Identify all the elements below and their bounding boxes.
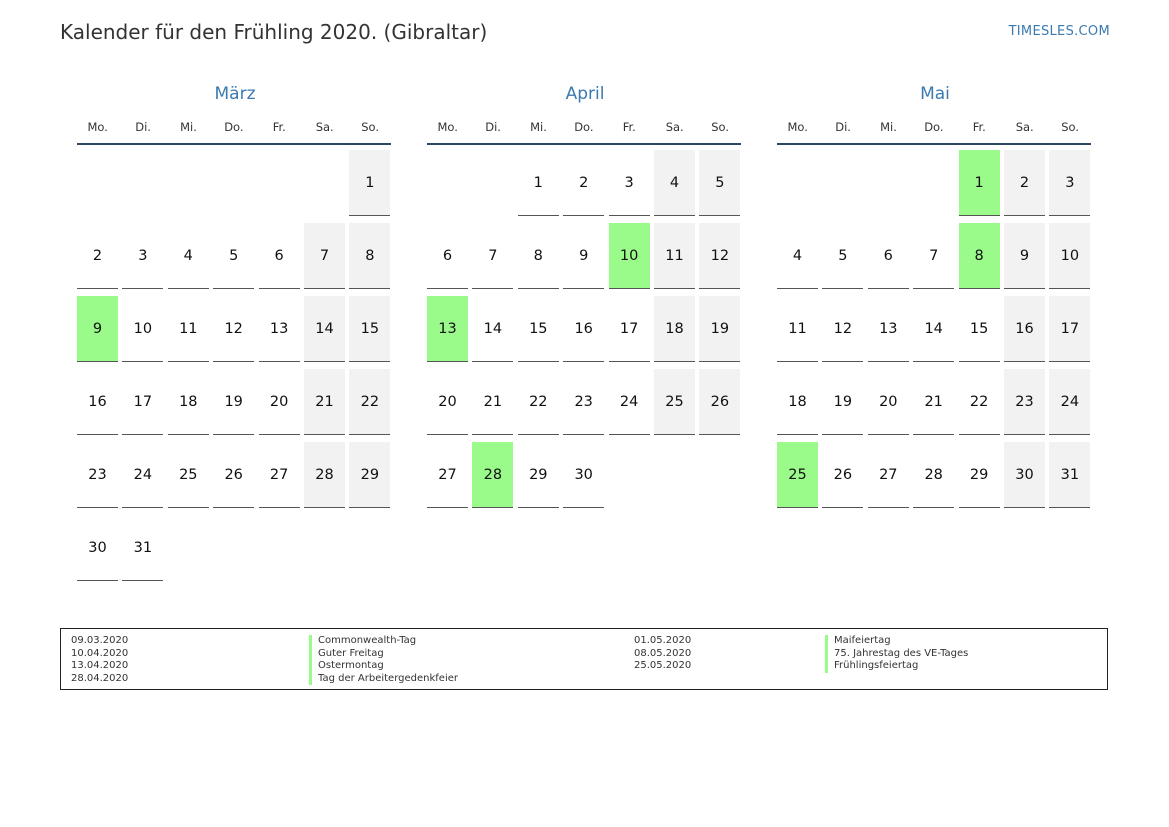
day-cell[interactable]: 22 (518, 369, 559, 435)
legend-names-right (825, 635, 968, 673)
day-cell[interactable]: 6 (868, 223, 909, 289)
day-cell[interactable]: 2 (1004, 150, 1045, 216)
day-grid (77, 145, 393, 585)
day-cell[interactable]: 17 (1049, 296, 1090, 362)
weekday-label: Do. (574, 120, 594, 134)
weekday-label: Di. (485, 120, 501, 134)
weekday-label: So. (361, 120, 379, 134)
day-cell[interactable]: 9 (1004, 223, 1045, 289)
day-cell[interactable]: 5 (822, 223, 863, 289)
day-cell[interactable]: 12 (213, 296, 254, 362)
month-2 (777, 82, 1093, 585)
day-cell[interactable]: 22 (349, 369, 390, 435)
weekday-label: So. (711, 120, 729, 134)
day-cell[interactable]: 19 (699, 296, 740, 362)
month-name: März (214, 84, 256, 104)
day-cell[interactable]: 2 (77, 223, 118, 289)
weekday-label: Di. (835, 120, 851, 134)
day-cell[interactable]: 14 (304, 296, 345, 362)
legend-holiday-name: Tag der Arbeitergedenkfeier (309, 673, 458, 686)
day-cell[interactable]: 4 (168, 223, 209, 289)
day-cell[interactable]: 4 (654, 150, 695, 216)
weekday-label: Fr. (622, 120, 636, 134)
day-cell[interactable]: 14 (472, 296, 513, 362)
day-cell[interactable]: 13 (259, 296, 300, 362)
weekday-label: Fr. (272, 120, 286, 134)
weekday-label: Do. (924, 120, 944, 134)
day-cell[interactable]: 14 (913, 296, 954, 362)
weekday-header (77, 120, 393, 140)
day-cell[interactable]: 15 (349, 296, 390, 362)
day-cell[interactable]: 18 (168, 369, 209, 435)
day-cell[interactable]: 12 (699, 223, 740, 289)
legend-holiday-name: Guter Freitag (309, 648, 458, 661)
weekday-label: Mo. (87, 120, 108, 134)
day-grid (777, 145, 1093, 585)
weekday-label: Sa. (665, 120, 684, 134)
day-cell[interactable]: 13 (868, 296, 909, 362)
weekday-label: Sa. (1015, 120, 1034, 134)
day-cell[interactable]: 3 (609, 150, 650, 216)
day-cell[interactable]: 27 (427, 442, 468, 508)
day-cell[interactable]: 10 (1049, 223, 1090, 289)
day-cell[interactable]: 20 (868, 369, 909, 435)
legend-dates-left (71, 635, 128, 685)
holiday-day-cell[interactable]: 8 (959, 223, 1000, 289)
day-cell[interactable]: 25 (654, 369, 695, 435)
day-cell[interactable]: 20 (259, 369, 300, 435)
day-cell[interactable]: 24 (122, 442, 163, 508)
day-cell[interactable]: 16 (77, 369, 118, 435)
weekday-label: Fr. (972, 120, 986, 134)
day-cell[interactable]: 8 (349, 223, 390, 289)
month-name: April (565, 84, 605, 104)
weekday-label: Mo. (437, 120, 458, 134)
day-cell[interactable]: 26 (699, 369, 740, 435)
day-cell[interactable]: 15 (959, 296, 1000, 362)
day-cell[interactable]: 21 (304, 369, 345, 435)
legend-date: 28.04.2020 (71, 672, 129, 684)
day-cell[interactable]: 12 (822, 296, 863, 362)
legend-holiday-name: Maifeiertag (825, 635, 968, 648)
day-cell[interactable]: 23 (77, 442, 118, 508)
weekday-label: Do. (224, 120, 244, 134)
legend-holiday-name: Ostermontag (309, 660, 458, 673)
brand-logo-text[interactable]: TIMESLES.COM (1008, 24, 1110, 39)
day-cell[interactable]: 27 (868, 442, 909, 508)
day-cell[interactable]: 7 (304, 223, 345, 289)
day-cell[interactable]: 17 (609, 296, 650, 362)
day-cell[interactable]: 22 (959, 369, 1000, 435)
day-cell[interactable]: 31 (1049, 442, 1090, 508)
holiday-day-cell[interactable]: 25 (777, 442, 818, 508)
page-title: Kalender für den Frühling 2020. (Gibraltar) (60, 20, 488, 44)
legend-date: 13.04.2020 (71, 660, 129, 671)
month-1 (427, 82, 743, 585)
legend-date: 08.05.2020 (634, 647, 692, 659)
weekday-label: Mo. (787, 120, 808, 134)
day-cell[interactable]: 6 (259, 223, 300, 289)
day-cell[interactable]: 7 (913, 223, 954, 289)
day-cell[interactable]: 5 (699, 150, 740, 216)
month-name: Mai (920, 84, 950, 104)
day-cell[interactable]: 6 (427, 223, 468, 289)
weekday-label: Mi. (530, 120, 547, 134)
day-cell[interactable]: 26 (213, 442, 254, 508)
weekday-label: Mi. (180, 120, 197, 134)
day-cell[interactable]: 11 (777, 296, 818, 362)
holiday-day-cell[interactable]: 10 (609, 223, 650, 289)
day-cell[interactable]: 28 (913, 442, 954, 508)
day-cell[interactable]: 23 (1004, 369, 1045, 435)
day-cell[interactable]: 18 (777, 369, 818, 435)
day-cell[interactable]: 18 (654, 296, 695, 362)
holiday-day-cell[interactable]: 13 (427, 296, 468, 362)
legend-holiday-name: Frühlingsfeiertag (825, 660, 968, 673)
legend-dates-right (634, 635, 691, 673)
legend-date: 01.05.2020 (634, 635, 692, 646)
legend-holiday-name: 75. Jahrestag des VE-Tages (825, 648, 968, 661)
holiday-day-cell[interactable]: 28 (472, 442, 513, 508)
day-cell[interactable]: 5 (213, 223, 254, 289)
day-cell[interactable]: 19 (822, 369, 863, 435)
legend-holiday-name: Commonwealth-Tag (309, 635, 458, 648)
weekday-header (427, 120, 743, 140)
weekday-label: So. (1061, 120, 1079, 134)
day-cell[interactable]: 8 (518, 223, 559, 289)
day-cell[interactable]: 30 (1004, 442, 1045, 508)
day-cell[interactable]: 16 (563, 296, 604, 362)
day-cell[interactable]: 15 (518, 296, 559, 362)
day-cell[interactable]: 29 (959, 442, 1000, 508)
day-cell[interactable]: 1 (349, 150, 390, 216)
day-grid (427, 145, 743, 585)
holiday-day-cell[interactable]: 1 (959, 150, 1000, 216)
day-cell[interactable]: 27 (259, 442, 300, 508)
day-cell[interactable]: 9 (563, 223, 604, 289)
day-cell[interactable]: 24 (1049, 369, 1090, 435)
day-cell[interactable]: 3 (122, 223, 163, 289)
day-cell[interactable]: 30 (77, 515, 118, 581)
day-cell[interactable]: 11 (168, 296, 209, 362)
day-cell[interactable]: 16 (1004, 296, 1045, 362)
day-cell[interactable]: 1 (518, 150, 559, 216)
day-cell[interactable]: 24 (609, 369, 650, 435)
day-cell[interactable]: 3 (1049, 150, 1090, 216)
legend-date: 25.05.2020 (634, 660, 692, 671)
day-cell[interactable]: 17 (122, 369, 163, 435)
month-0 (77, 82, 393, 585)
day-cell[interactable]: 29 (349, 442, 390, 508)
day-cell[interactable]: 29 (518, 442, 559, 508)
day-cell[interactable]: 23 (563, 369, 604, 435)
day-cell[interactable]: 21 (472, 369, 513, 435)
day-cell[interactable]: 4 (777, 223, 818, 289)
legend-date: 09.03.2020 (71, 635, 129, 646)
day-cell[interactable]: 2 (563, 150, 604, 216)
weekday-label: Mi. (880, 120, 897, 134)
legend-date: 10.04.2020 (71, 647, 129, 659)
day-cell[interactable]: 31 (122, 515, 163, 581)
legend-names-left (309, 635, 458, 685)
day-cell[interactable]: 25 (168, 442, 209, 508)
day-cell[interactable]: 20 (427, 369, 468, 435)
day-cell[interactable]: 7 (472, 223, 513, 289)
weekday-header (777, 120, 1093, 140)
day-cell[interactable]: 26 (822, 442, 863, 508)
day-cell[interactable]: 10 (122, 296, 163, 362)
day-cell[interactable]: 30 (563, 442, 604, 508)
day-cell[interactable]: 21 (913, 369, 954, 435)
holiday-day-cell[interactable]: 9 (77, 296, 118, 362)
holiday-legend (60, 628, 1108, 690)
day-cell[interactable]: 11 (654, 223, 695, 289)
weekday-label: Di. (135, 120, 151, 134)
day-cell[interactable]: 19 (213, 369, 254, 435)
weekday-label: Sa. (315, 120, 334, 134)
day-cell[interactable]: 28 (304, 442, 345, 508)
